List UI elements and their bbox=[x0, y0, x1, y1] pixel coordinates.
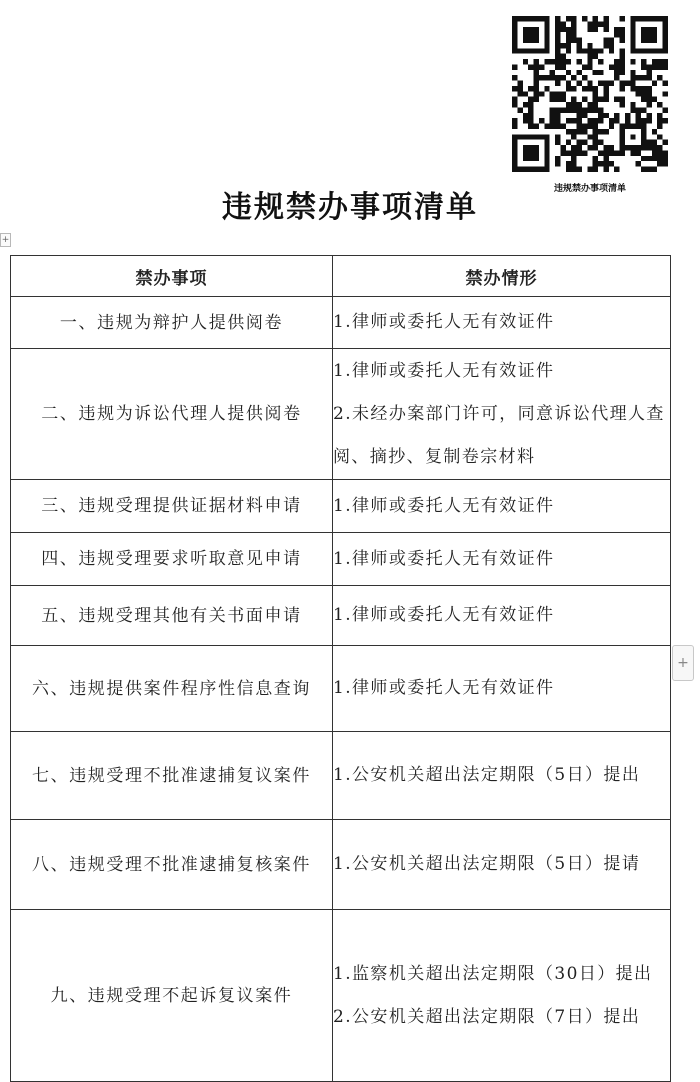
prohibited-item-cell: 七、违规受理不批准逮捕复议案件 bbox=[11, 732, 333, 820]
situation-line: 1.公安机关超出法定期限（5日）提请 bbox=[333, 854, 641, 874]
prohibited-item-cell: 一、违规为辩护人提供阅卷 bbox=[11, 297, 333, 349]
prohibited-situation-cell bbox=[333, 646, 671, 732]
qr-code-image bbox=[512, 16, 668, 172]
table-row bbox=[11, 533, 671, 586]
situation-line: 1.律师或委托人无有效证件 bbox=[333, 312, 555, 332]
table-row bbox=[11, 349, 671, 480]
situation-line: 2.未经办案部门许可，同意诉讼代理人查阅、摘抄、复制卷宗材料 bbox=[333, 403, 665, 467]
prohibited-situation-cell bbox=[333, 586, 671, 646]
prohibited-item-cell: 四、违规受理要求听取意见申请 bbox=[11, 533, 333, 586]
table-row bbox=[11, 820, 671, 910]
prohibited-situation-cell bbox=[333, 533, 671, 586]
header-prohibited-situation: 禁办情形 bbox=[333, 256, 671, 297]
prohibited-item-cell: 二、违规为诉讼代理人提供阅卷 bbox=[11, 349, 333, 480]
table-move-handle-icon[interactable]: + bbox=[1, 235, 10, 245]
prohibited-item-cell: 九、违规受理不起诉复议案件 bbox=[11, 910, 333, 1082]
situation-line: 1.公安机关超出法定期限（5日）提出 bbox=[333, 765, 641, 785]
situation-line: 1.律师或委托人无有效证件 bbox=[333, 605, 555, 625]
header-prohibited-item: 禁办事项 bbox=[11, 256, 333, 297]
table-row bbox=[11, 586, 671, 646]
prohibited-situation-cell bbox=[333, 349, 671, 480]
prohibited-item-cell: 五、违规受理其他有关书面申请 bbox=[11, 586, 333, 646]
page-title: 违规禁办事项清单 bbox=[222, 190, 478, 225]
prohibited-situation-cell bbox=[333, 820, 671, 910]
situation-line: 1.律师或委托人无有效证件 bbox=[333, 360, 555, 381]
situation-line: 1.律师或委托人无有效证件 bbox=[333, 678, 555, 698]
prohibited-item-cell: 三、违规受理提供证据材料申请 bbox=[11, 480, 333, 533]
table-row bbox=[11, 732, 671, 820]
situation-line: 2.公安机关超出法定期限（7日）提出 bbox=[333, 1006, 641, 1027]
situation-line: 1.监察机关超出法定期限（30日）提出 bbox=[333, 963, 653, 984]
situation-line: 1.律师或委托人无有效证件 bbox=[333, 495, 555, 516]
table-row bbox=[11, 910, 671, 1082]
prohibited-items-table bbox=[10, 255, 671, 1082]
prohibited-situation-cell bbox=[333, 480, 671, 533]
prohibited-situation-cell bbox=[333, 732, 671, 820]
table-row bbox=[11, 480, 671, 533]
table-row bbox=[11, 646, 671, 732]
table-row bbox=[11, 297, 671, 349]
prohibited-item-cell: 六、违规提供案件程序性信息查询 bbox=[11, 646, 333, 732]
qr-caption: 违规禁办事项清单 bbox=[553, 184, 626, 194]
prohibited-item-cell: 八、违规受理不批准逮捕复核案件 bbox=[11, 820, 333, 910]
situation-line: 1.律师或委托人无有效证件 bbox=[333, 548, 555, 569]
prohibited-situation-cell bbox=[333, 297, 671, 349]
add-row-icon[interactable]: + bbox=[672, 645, 694, 681]
prohibited-situation-cell bbox=[333, 910, 671, 1082]
table-header-row bbox=[11, 256, 671, 297]
